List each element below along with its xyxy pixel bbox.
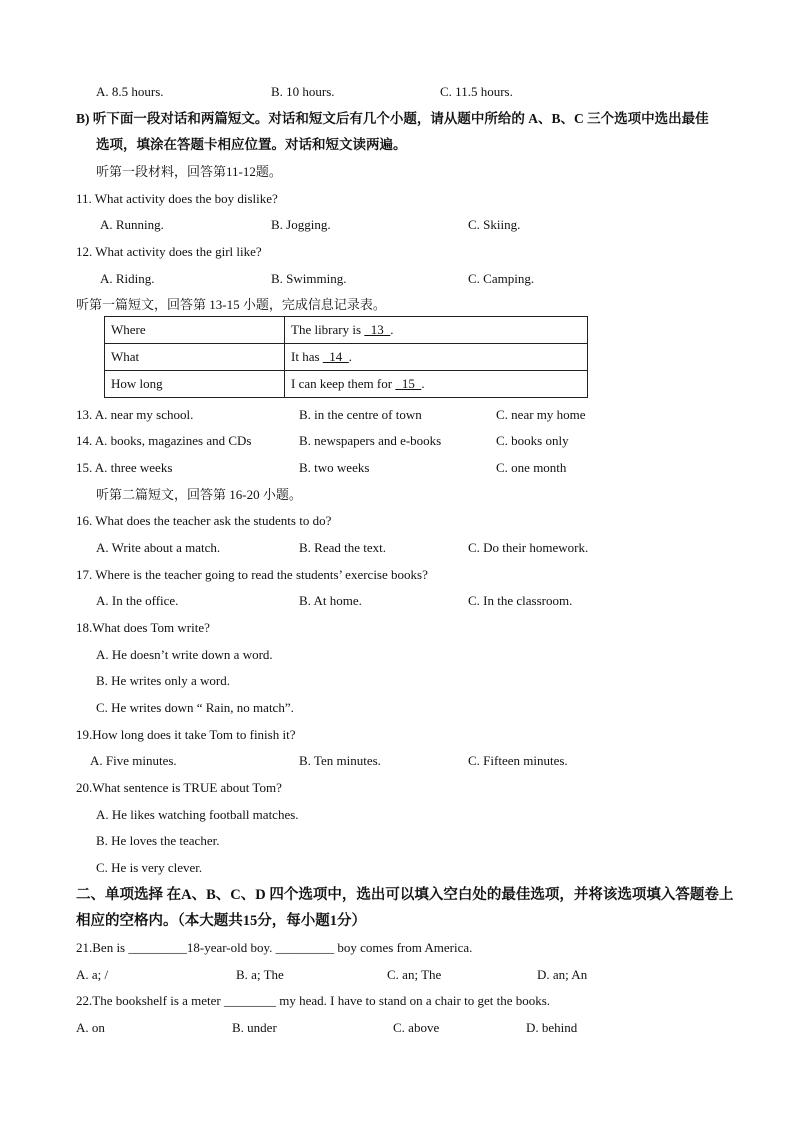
q20-stem: 20.What sentence is TRUE about Tom? (76, 780, 282, 795)
q18-option-a: A. He doesn’t write down a word. (96, 647, 273, 662)
section-b-instruction-line1: B) 听下面一段对话和两篇短文。对话和短文后有几个小题，请从题中所给的 A、B、C 三个选项中选出最佳 (76, 111, 709, 126)
q16-stem: 16. What does the teacher ask the students to do? (76, 513, 332, 528)
q11-option-b: B. Jogging. (271, 217, 331, 232)
q22-stem: 22.The bookshelf is a meter ________ my head. I have to stand on a chair to get the books. (76, 993, 551, 1008)
q19-option-b: B. Ten minutes. (299, 753, 381, 768)
table-row (105, 371, 588, 398)
q17-option-b: B. At home. (299, 593, 362, 608)
q14-option-a: 14. A. books, magazines and CDs (76, 433, 252, 448)
q11-option-a: A. Running. (100, 217, 164, 232)
q19-option-c: C. Fifteen minutes. (468, 753, 568, 768)
part2-instruction-line2: 相应的空格内。（本大题共15分，每小题1分） (76, 913, 366, 929)
q19-option-a: A. Five minutes. (90, 753, 177, 768)
q15-option-c: C. one month (496, 460, 567, 475)
table-row (105, 344, 588, 371)
table-label-cell: Where (105, 317, 285, 344)
q21-option-b: B. a; The (236, 967, 284, 982)
q21-stem: 21.Ben is _________18-year-old boy. _________ boy comes from America. (76, 940, 473, 955)
q11-stem: 11. What activity does the boy dislike? (76, 191, 278, 206)
table-value-cell (285, 371, 588, 398)
part2-instruction-line1: 二、单项选择 在A、B、C、D 四个选项中，选出可以填入空白处的最佳选项，并将该选项填入答题卷上 (76, 887, 734, 903)
passage2-intro: 听第二篇短文，回答第 16-20 小题。 (96, 487, 302, 502)
q10-option-c: C. 11.5 hours. (440, 84, 513, 99)
q22-option-d: D. behind (526, 1020, 578, 1035)
answer-blank: 13 (364, 322, 391, 337)
q19-stem: 19.How long does it take Tom to finish it? (76, 727, 296, 742)
table-value-cell (285, 344, 588, 371)
table-row (105, 317, 588, 344)
q20-option-c: C. He is very clever. (96, 860, 203, 875)
dialog-intro: 听第一段材料，回答第11-12题。 (96, 164, 282, 179)
q12-option-b: B. Swimming. (271, 271, 347, 286)
q17-option-c: C. In the classroom. (468, 593, 573, 608)
q22-option-a: A. on (76, 1020, 105, 1035)
q16-option-c: C. Do their homework. (468, 540, 589, 555)
table-prefix: The library is (291, 322, 365, 337)
q12-option-c: C. Camping. (468, 271, 535, 286)
q13-option-a: 13. A. near my school. (76, 407, 194, 422)
answer-blank: 14 (322, 349, 349, 364)
q11-option-c: C. Skiing. (468, 217, 521, 232)
section-b-instruction-line2: 选项，填涂在答题卡相应位置。对话和短文读两遍。 (96, 137, 407, 152)
table-label-cell: What (105, 344, 285, 371)
q21-option-c: C. an; The (387, 967, 442, 982)
q14-option-c: C. books only (496, 433, 569, 448)
table-label-cell: How long (105, 371, 285, 398)
q18-option-c: C. He writes down “ Rain, no match”. (96, 700, 294, 715)
q22-option-b: B. under (232, 1020, 277, 1035)
q21-option-a: A. a; / (76, 967, 109, 982)
q17-option-a: A. In the office. (96, 593, 179, 608)
q18-option-b: B. He writes only a word. (96, 673, 230, 688)
q13-option-c: C. near my home (496, 407, 586, 422)
info-record-table (104, 316, 588, 398)
q14-option-b: B. newspapers and e-books (299, 433, 442, 448)
table-prefix: It has (291, 349, 323, 364)
q18-stem: 18.What does Tom write? (76, 620, 210, 635)
q15-option-a: 15. A. three weeks (76, 460, 173, 475)
table-value-cell (285, 317, 588, 344)
q10-option-a: A. 8.5 hours. (96, 84, 164, 99)
q15-option-b: B. two weeks (299, 460, 370, 475)
answer-blank: 15 (395, 376, 422, 391)
q20-option-a: A. He likes watching football matches. (96, 807, 299, 822)
passage1-intro: 听第一篇短文，回答第 13-15 小题，完成信息记录表。 (76, 297, 386, 312)
table-suffix: . (348, 349, 353, 364)
table-suffix: . (421, 376, 425, 391)
q17-stem: 17. Where is the teacher going to read the students’ exercise books? (76, 567, 428, 582)
q12-stem: 12. What activity does the girl like? (76, 244, 262, 259)
q13-option-b: B. in the centre of town (299, 407, 422, 422)
q20-option-b: B. He loves the teacher. (96, 833, 220, 848)
table-suffix: . (390, 322, 394, 337)
q16-option-b: B. Read the text. (299, 540, 387, 555)
q21-option-d: D. an; An (537, 967, 588, 982)
q10-option-b: B. 10 hours. (271, 84, 335, 99)
q22-option-c: C. above (393, 1020, 440, 1035)
q16-option-a: A. Write about a match. (96, 540, 221, 555)
table-prefix: I can keep them for (291, 376, 396, 391)
q12-option-a: A. Riding. (100, 271, 155, 286)
